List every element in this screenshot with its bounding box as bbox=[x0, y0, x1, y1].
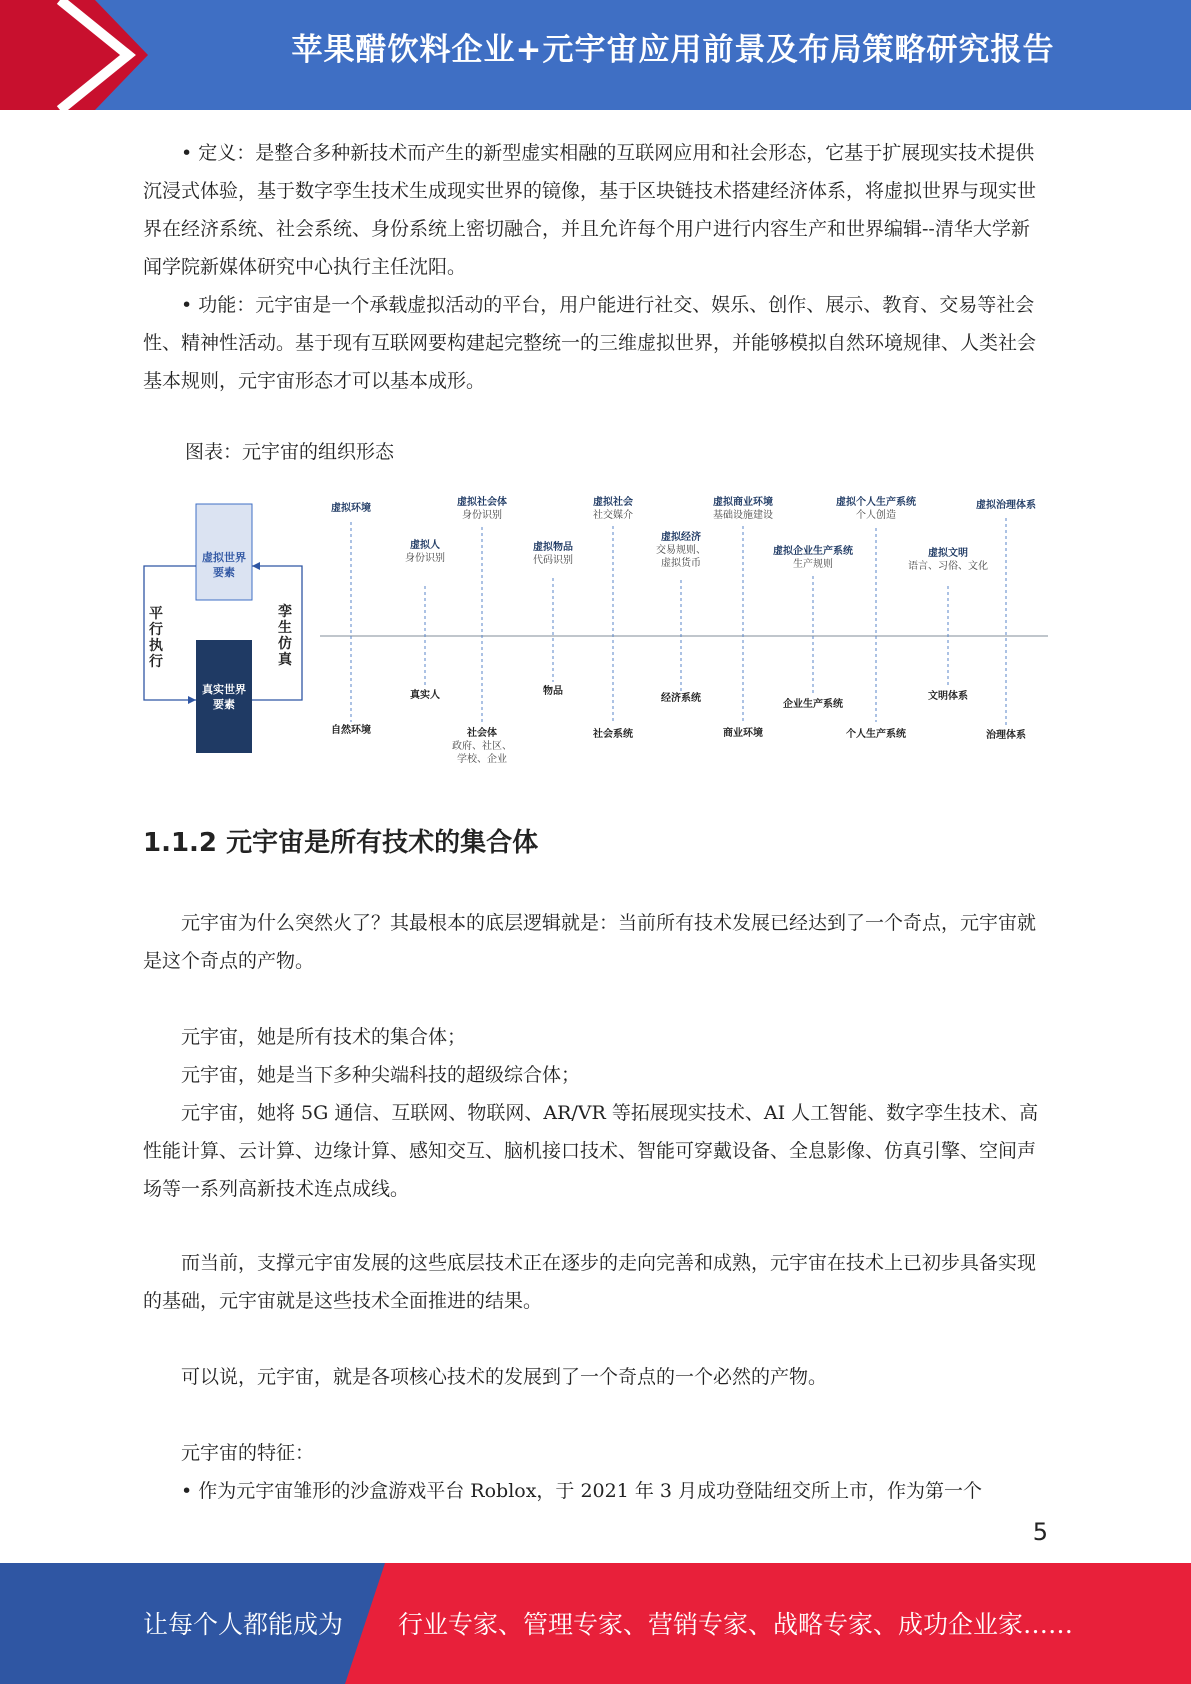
page-number: 5 bbox=[1032, 1518, 1048, 1546]
virtual-element-title: 虚拟治理体系 bbox=[976, 500, 1036, 511]
real-element-title: 个人生产系统 bbox=[846, 729, 906, 740]
virtual-element-title: 虚拟物品 bbox=[533, 542, 573, 553]
section-heading: 1.1.2 元宇宙是所有技术的集合体 bbox=[143, 828, 539, 858]
real-element-title: 经济系统 bbox=[661, 693, 701, 704]
virtual-element-subtitle: 虚拟货币 bbox=[661, 558, 701, 569]
figure-caption: 图表：元宇宙的组织形态 bbox=[185, 441, 395, 463]
she-paragraph-2: 元宇宙，她是当下多种尖端科技的超级综合体； bbox=[181, 1064, 581, 1086]
left-arrowhead bbox=[188, 696, 196, 704]
document-title: 苹果醋饮料企业+元宇宙应用前景及布局策略研究报告 bbox=[291, 32, 1055, 68]
real-element-title: 自然环境 bbox=[331, 725, 371, 736]
right-bracket-arrow bbox=[252, 566, 302, 700]
roblox-paragraph: • 作为元宇宙雏形的沙盒游戏平台 Roblox，于 2021 年 3 月成功登陆纽交所上市，作为第一个 bbox=[181, 1480, 983, 1502]
definition-paragraph: • 定义：是整合多种新技术而产生的新型虚实相融的互联网应用和社会形态，它基于扩展现实技术提供沉浸式体验，基于数字孪生技术生成现实世界的镜像，基于区块链技术搭建经济体系，将虚拟世界与现实世界在经济系统、社会系统、身份系统上密切融合，并且允许每个用户进行内容生产和世界编辑--清华大学新闻学院新媒体研究中心执行主任沈阳。 bbox=[143, 142, 1037, 278]
virtual-element-title: 虚拟人 bbox=[410, 540, 440, 551]
why-paragraph: 元宇宙为什么突然火了？其最根本的底层逻辑就是：当前所有技术发展已经达到了一个奇点，元宇宙就是这个奇点的产物。 bbox=[143, 912, 1037, 972]
virtual-element-title: 虚拟经济 bbox=[661, 532, 701, 543]
right-arrowhead bbox=[252, 562, 260, 570]
real-box-label-2: 要素 bbox=[213, 698, 235, 711]
twin-label-2: 生 bbox=[278, 620, 292, 636]
real-world-box bbox=[196, 640, 252, 753]
page-header bbox=[0, 0, 1191, 110]
real-element-subtitle: 学校、企业 bbox=[457, 754, 507, 765]
real-element-title: 社会系统 bbox=[593, 729, 633, 740]
twin-label-4: 真 bbox=[278, 652, 292, 668]
virtual-element-subtitle: 生产规则 bbox=[793, 559, 833, 570]
virtual-element-subtitle: 交易规则、 bbox=[656, 545, 706, 556]
function-paragraph: • 功能：元宇宙是一个承载虚拟活动的平台，用户能进行社交、娱乐、创作、展示、教育、交易等社会性、精神性活动。基于现有互联网要构建起完整统一的三维虚拟世界，并能够模拟自然环境规律、人类社会基本规则，元宇宙形态才可以基本成形。 bbox=[143, 294, 1037, 392]
she-paragraph-3: 元宇宙，她将 5G 通信、互联网、物联网、AR/VR 等拓展现实技术、AI 人工智能、数字孪生技术、高性能计算、云计算、边缘计算、感知交互、脑机接口技术、智能可穿戴设备、全息影像、仿真引擎、空间声场等一系列高新技术连点成线。 bbox=[143, 1102, 1039, 1200]
virtual-element-title: 虚拟企业生产系统 bbox=[773, 546, 853, 557]
parallel-label-3: 执 bbox=[149, 638, 163, 654]
virtual-element-title: 虚拟个人生产系统 bbox=[836, 497, 916, 508]
virtual-element-subtitle: 语言、习俗、文化 bbox=[908, 561, 988, 572]
virtual-box-label-1: 虚拟世界 bbox=[202, 551, 246, 564]
footer-slogan-right: 行业专家、管理专家、营销专家、战略专家、成功企业家…… bbox=[398, 1610, 1074, 1639]
virtual-element-title: 虚拟商业环境 bbox=[713, 497, 773, 508]
real-element-title: 社会体 bbox=[467, 728, 497, 739]
virtual-element-subtitle: 基础设施建设 bbox=[713, 510, 773, 521]
virtual-element-subtitle: 社交媒介 bbox=[593, 510, 633, 521]
virtual-element-title: 虚拟文明 bbox=[928, 548, 968, 559]
real-element-title: 真实人 bbox=[410, 690, 440, 701]
say-paragraph: 可以说，元宇宙，就是各项核心技术的发展到了一个奇点的一个必然的产物。 bbox=[181, 1366, 828, 1388]
virtual-element-subtitle: 代码识别 bbox=[533, 555, 573, 566]
twin-label-3: 仿 bbox=[278, 636, 292, 652]
virtual-box-label-2: 要素 bbox=[213, 566, 235, 579]
virtual-element-subtitle: 身份识别 bbox=[462, 510, 502, 521]
virtual-element-subtitle: 个人创造 bbox=[856, 510, 896, 521]
parallel-label-2: 行 bbox=[149, 622, 163, 638]
virtual-element-title: 虚拟环境 bbox=[331, 503, 371, 514]
parallel-label-1: 平 bbox=[149, 606, 163, 622]
real-element-title: 企业生产系统 bbox=[783, 699, 843, 710]
header-red-arrow bbox=[0, 0, 150, 110]
now-paragraph: 而当前，支撑元宇宙发展的这些底层技术正在逐步的走向完善和成熟，元宇宙在技术上已初步具备实现的基础，元宇宙就是这些技术全面推进的结果。 bbox=[143, 1252, 1037, 1312]
real-element-subtitle: 政府、社区、 bbox=[452, 741, 512, 752]
virtual-element-subtitle: 身份识别 bbox=[405, 553, 445, 564]
footer-slogan-left: 让每个人都能成为 bbox=[143, 1610, 344, 1639]
virtual-element-title: 虚拟社会体 bbox=[457, 497, 507, 508]
real-element-title: 商业环境 bbox=[723, 728, 763, 739]
parallel-label-4: 行 bbox=[149, 654, 163, 670]
real-element-title: 治理体系 bbox=[986, 730, 1026, 741]
real-element-title: 物品 bbox=[543, 686, 563, 697]
metaverse-organization-diagram bbox=[140, 490, 1060, 775]
virtual-element-title: 虚拟社会 bbox=[593, 497, 633, 508]
twin-label-1: 孪 bbox=[278, 604, 292, 620]
features-paragraph: 元宇宙的特征： bbox=[181, 1442, 315, 1464]
real-box-label-1: 真实世界 bbox=[202, 683, 246, 696]
real-element-title: 文明体系 bbox=[928, 691, 968, 702]
she-paragraph-1: 元宇宙，她是所有技术的集合体； bbox=[181, 1026, 467, 1048]
